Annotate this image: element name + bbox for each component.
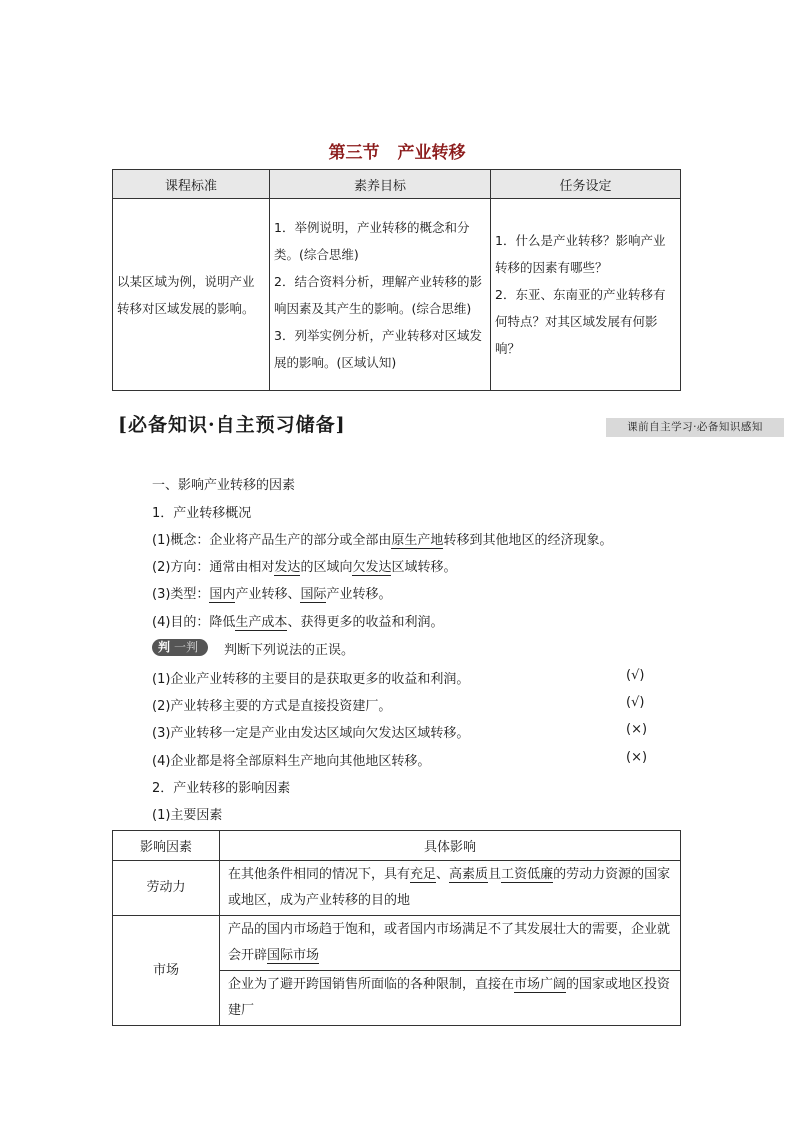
heading-influence: 2．产业转移的影响因素 — [152, 781, 291, 796]
header-standard: 课程标准 — [113, 170, 270, 199]
task-item: 2．东亚、东南亚的产业转移有何特点？对其区域发展有何影响？ — [495, 287, 666, 356]
judge-item: (2)产业转移主要的方式是直接投资建厂。 — [152, 699, 392, 714]
impact-market-1: 产品的国内市场趋于饱和，或者国内市场满足不了其发展壮大的需要，企业就会开辟国际市场 — [220, 916, 681, 971]
purpose-line: (4)目的：降低生产成本、获得更多的收益和利润。 — [152, 615, 444, 630]
heading-main-factors: (1)主要因素 — [152, 808, 223, 823]
judge-item: (3)产业转移一定是产业由发达区域向欠发达区域转移。 — [152, 726, 470, 741]
factors-table — [112, 830, 681, 1026]
judge-item: (4)企业都是将全部原料生产地向其他地区转移。 — [152, 754, 431, 769]
curriculum-table — [112, 169, 681, 391]
section-header: [必备知识·自主预习储备] — [118, 414, 346, 436]
section-tag: 课前自主学习·必备知识感知 — [606, 418, 784, 437]
judge-badge: 判 一判 — [152, 639, 208, 656]
impact-labor: 在其他条件相同的情况下，具有充足、高素质且工资低廉的劳动力资源的国家或地区，成为产业转移的目的地 — [220, 861, 681, 916]
section-number: 第三节 — [328, 143, 380, 163]
judge-mark: (×) — [626, 750, 648, 765]
judge-mark: (√) — [626, 695, 645, 710]
header-factor: 影响因素 — [113, 831, 220, 861]
factor-labor: 劳动力 — [113, 861, 220, 916]
concept-line: (1)概念：企业将产品生产的部分或全部由原生产地转移到其他地区的经济现象。 — [152, 533, 613, 548]
judge-item: (1)企业产业转移的主要目的是获取更多的收益和利润。 — [152, 672, 470, 687]
direction-line: (2)方向：通常由相对发达的区域向欠发达区域转移。 — [152, 560, 457, 575]
judge-intro: 判断下列说法的正误。 — [224, 643, 355, 658]
heading-overview: 1．产业转移概况 — [152, 506, 252, 521]
factor-market: 市场 — [113, 916, 220, 1026]
judge-mark: (×) — [626, 722, 648, 737]
goals-cell — [270, 199, 491, 391]
standard-cell — [113, 199, 270, 391]
standard-text: 以某区域为例，说明产业转移对区域发展的影响。 — [117, 273, 255, 316]
header-impact: 具体影响 — [220, 831, 681, 861]
page-title — [0, 138, 794, 163]
type-line: (3)类型：国内产业转移、国际产业转移。 — [152, 587, 392, 602]
task-item: 1．什么是产业转移？影响产业转移的因素有哪些？ — [495, 233, 666, 275]
impact-market-2: 企业为了避开跨国销售所面临的各种限制，直接在市场广阔的国家或地区投资建厂 — [220, 971, 681, 1026]
judge-mark: (√) — [626, 668, 645, 683]
goal-item: 2．结合资料分析，理解产业转移的影响因素及其产生的影响。(综合思维) — [274, 273, 482, 316]
section-name: 产业转移 — [397, 143, 466, 163]
goal-item: 3．列举实例分析，产业转移对区域发展的影响。(区域认知) — [274, 327, 482, 370]
goal-item: 1．举例说明，产业转移的概念和分类。(综合思维) — [274, 219, 470, 262]
header-tasks: 任务设定 — [491, 170, 681, 199]
header-goals: 素养目标 — [270, 170, 491, 199]
heading-factors: 一、影响产业转移的因素 — [152, 478, 296, 493]
tasks-cell — [491, 199, 681, 391]
